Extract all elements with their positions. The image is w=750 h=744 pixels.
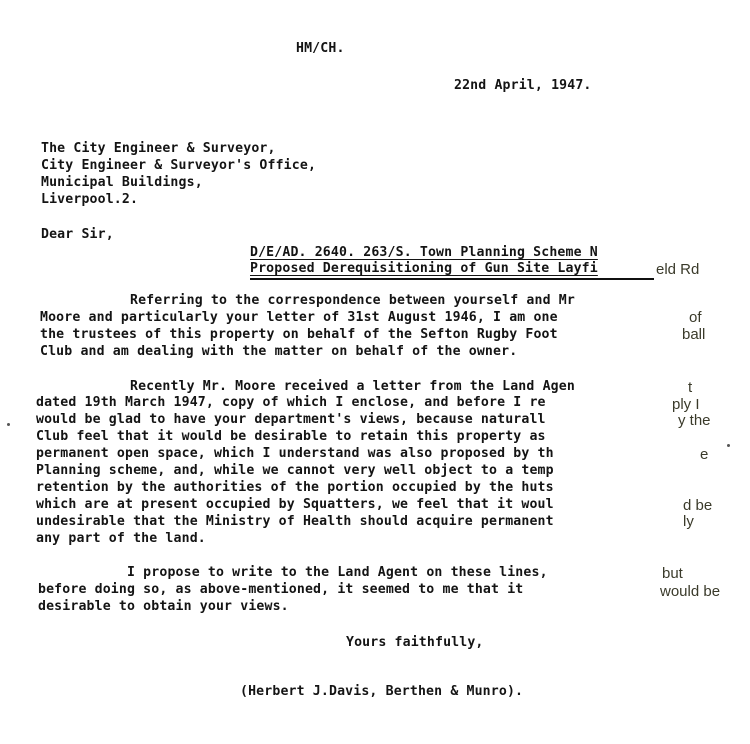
letter-date: 22nd April, 1947. (454, 78, 592, 93)
paragraph-line: Club feel that it would be desirable to retain this property as (36, 429, 546, 444)
margin-overlay-text: ly (683, 513, 694, 530)
paragraph-line: Referring to the correspondence between yourself and Mr (130, 293, 575, 308)
paragraph-line: undesirable that the Ministry of Health should acquire permanent (36, 514, 554, 529)
addressee-line: City Engineer & Surveyor's Office, (41, 158, 317, 173)
margin-overlay-text: ply I (672, 396, 700, 413)
subject-line: D/E/AD. 2640. 263/S. Town Planning Scheme N (250, 245, 598, 260)
paragraph-line: before doing so, as above-mentioned, it seemed to me that it (38, 582, 524, 597)
margin-overlay-text: but (662, 565, 683, 582)
paragraph-line: retention by the authorities of the portion occupied by the huts (36, 480, 554, 495)
addressee-line: Liverpool.2. (41, 192, 139, 207)
scan-speck (727, 444, 730, 447)
paragraph-line: Recently Mr. Moore received a letter from the Land Agen (130, 379, 575, 394)
paragraph-line: permanent open space, which I understand was also proposed by th (36, 446, 554, 461)
paragraph-line: would be glad to have your department's views, because naturall (36, 412, 546, 427)
margin-overlay-text: ball (682, 326, 706, 343)
addressee-line: Municipal Buildings, (41, 175, 203, 190)
paragraph-line: any part of the land. (36, 531, 206, 546)
paragraph-line: the trustees of this property on behalf of the Sefton Rugby Foot (40, 327, 558, 342)
paragraph-line: Club and am dealing with the matter on behalf of the owner. (40, 344, 518, 359)
paragraph-line: Moore and particularly your letter of 31st August 1946, I am one (40, 310, 558, 325)
subject-underline (250, 278, 654, 280)
paragraph-line: Planning scheme, and, while we cannot very well object to a temp (36, 463, 554, 478)
salutation: Dear Sir, (41, 227, 114, 242)
margin-overlay-text: of (689, 309, 702, 326)
paragraph-line: desirable to obtain your views. (38, 599, 289, 614)
margin-overlay-text: e (700, 446, 709, 463)
paragraph-line: I propose to write to the Land Agent on these lines, (127, 565, 548, 580)
subject-line: Proposed Derequisitioning of Gun Site Layfi (250, 261, 598, 276)
margin-overlay-text: y the (678, 412, 711, 429)
addressee-line: The City Engineer & Surveyor, (41, 141, 276, 156)
signature: (Herbert J.Davis, Berthen & Munro). (240, 684, 524, 699)
paragraph-line: dated 19th March 1947, copy of which I enclose, and before I re (36, 395, 546, 410)
margin-overlay-text: t (688, 379, 693, 396)
subject-overlay-text: eld Rd (656, 261, 700, 278)
closing: Yours faithfully, (346, 635, 484, 650)
reference-code: HM/CH. (296, 41, 345, 56)
margin-overlay-text: would be (660, 583, 721, 600)
margin-overlay-text: d be (683, 497, 713, 514)
scan-speck (7, 423, 10, 426)
paragraph-line: which are at present occupied by Squatters, we feel that it woul (36, 497, 554, 512)
